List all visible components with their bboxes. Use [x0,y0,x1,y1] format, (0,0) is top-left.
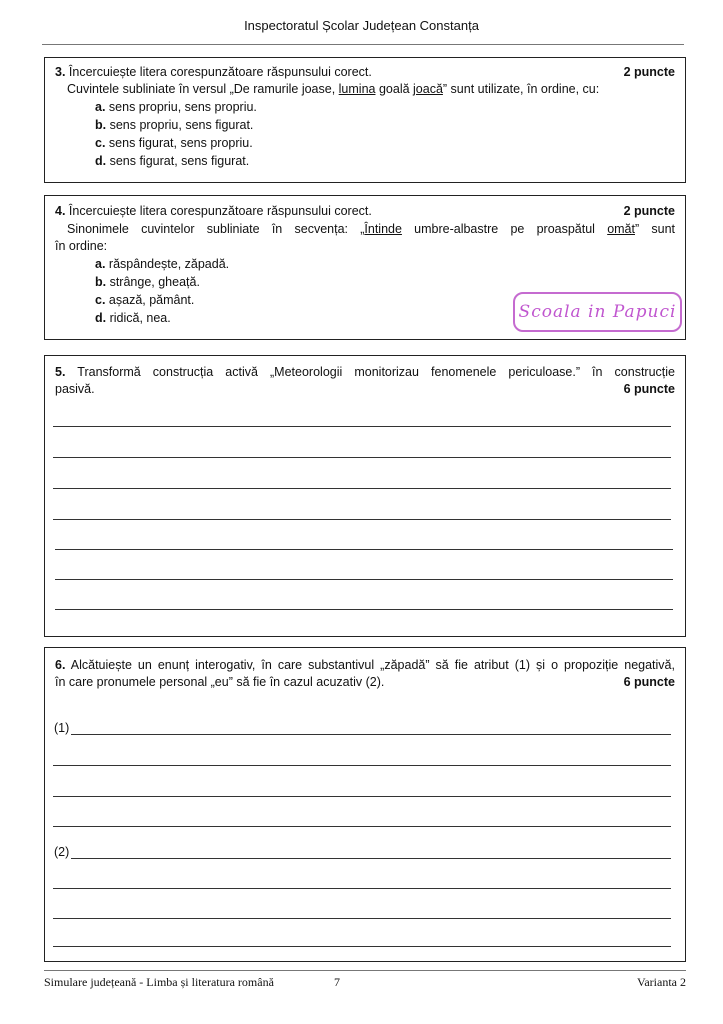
option-text: ridică, nea. [106,311,171,325]
option-letter: b. [95,118,107,132]
option-text: sens propriu, sens propriu. [105,100,257,114]
answer-line[interactable] [53,426,671,427]
option-b[interactable] [95,117,253,133]
option-b[interactable] [95,274,200,290]
question-6-points: 6 puncte [623,675,675,689]
question-6-box [44,647,686,962]
answer-line-2[interactable] [71,858,671,859]
answer-line[interactable] [53,796,671,797]
question-6-text: în care pronumele personal „eu” să fie în cazul acuzativ (2). [55,675,385,689]
option-letter: d. [95,154,107,168]
answer-line[interactable] [55,549,673,550]
answer-line[interactable] [53,457,671,458]
option-letter: b. [95,275,107,289]
stem-text: ” sunt utilizate, în ordine, cu: [442,82,600,96]
option-letter: a. [95,100,106,114]
option-d[interactable] [95,310,171,326]
option-text: sens propriu, sens figurat. [106,118,254,132]
answer-line[interactable] [53,826,671,827]
answer-label-1: (1) [54,721,70,735]
answer-line[interactable] [55,609,673,610]
page-footer [44,970,686,989]
underlined-word: joacă [413,82,443,96]
option-a[interactable] [95,99,257,115]
answer-line[interactable] [53,888,671,889]
stem-text: umbre-albastre pe proaspătul [401,222,608,236]
answer-line-1[interactable] [71,734,671,735]
question-6-prompt-line2 [55,674,675,690]
option-text: sens figurat, sens figurat. [106,154,250,168]
question-5-text: Transformă construcția activă „Meteorologii monitorizau fenomenele periculoase.” în construcție [77,365,675,379]
question-3-heading [55,64,675,80]
question-5-box [44,355,686,637]
question-3-stem [67,81,675,97]
option-text: răspândește, zăpadă. [105,257,230,271]
answer-line[interactable] [53,946,671,947]
header-rule [42,44,684,45]
page-header: Inspectoratul Școlar Județean Constanța [244,18,479,33]
answer-line[interactable] [53,765,671,766]
stem-text: ” sunt [634,222,676,236]
question-5-number: 5. [55,365,66,379]
question-4-points: 2 puncte [623,204,675,218]
option-text: sens figurat, sens propriu. [105,136,253,150]
option-c[interactable] [95,292,194,308]
question-4-stem-line2: în ordine: [55,239,108,253]
underlined-word: lumina [338,82,376,96]
option-text: strânge, gheață. [106,275,200,289]
answer-line[interactable] [53,519,671,520]
question-5-text: pasivă. [55,382,95,396]
question-6-prompt [55,657,675,673]
option-text: așază, pământ. [105,293,195,307]
question-4-number: 4. [55,204,66,218]
question-4-instruction: Încercuiește litera corespunzătoare răspunsului corect. [68,204,372,218]
stem-text: Sinonimele cuvintelor subliniate în secvența: „ [67,222,365,236]
option-c[interactable] [95,135,253,151]
footer-variant: Varianta 2 [637,975,686,989]
option-d[interactable] [95,153,249,169]
question-6-number: 6. [55,658,66,672]
option-letter: d. [95,311,107,325]
underlined-word: Întinde [364,222,402,236]
underlined-word: omăt [607,222,635,236]
option-letter: c. [95,136,106,150]
option-letter: a. [95,257,106,271]
option-letter: c. [95,293,106,307]
question-5-prompt-line2 [55,381,675,397]
question-3-box [44,57,686,183]
page-number: 7 [334,975,340,989]
answer-line[interactable] [53,918,671,919]
question-4-stem [67,221,675,237]
stem-text: Cuvintele subliniate în versul „De ramurile joase, [67,82,339,96]
question-3-instruction: Încercuiește litera corespunzătoare răspunsului corect. [68,65,372,79]
question-5-prompt [55,364,675,380]
question-3-number: 3. [55,65,66,79]
question-3-points: 2 puncte [623,65,675,79]
question-6-text: Alcătuiește un enunț interogativ, în care substantivul „zăpadă” să fie atribut (1) și o propoziție negativă, [70,658,675,672]
question-5-points: 6 puncte [623,382,675,396]
answer-line[interactable] [53,488,671,489]
footer-exam-title: Simulare județeană - Limba și literatura română [44,975,274,989]
question-4-heading [55,203,675,219]
watermark-stamp: Scoala in Papuci [513,292,682,332]
answer-label-2: (2) [54,845,70,859]
option-a[interactable] [95,256,229,272]
stem-text: goală [375,82,414,96]
answer-line[interactable] [55,579,673,580]
